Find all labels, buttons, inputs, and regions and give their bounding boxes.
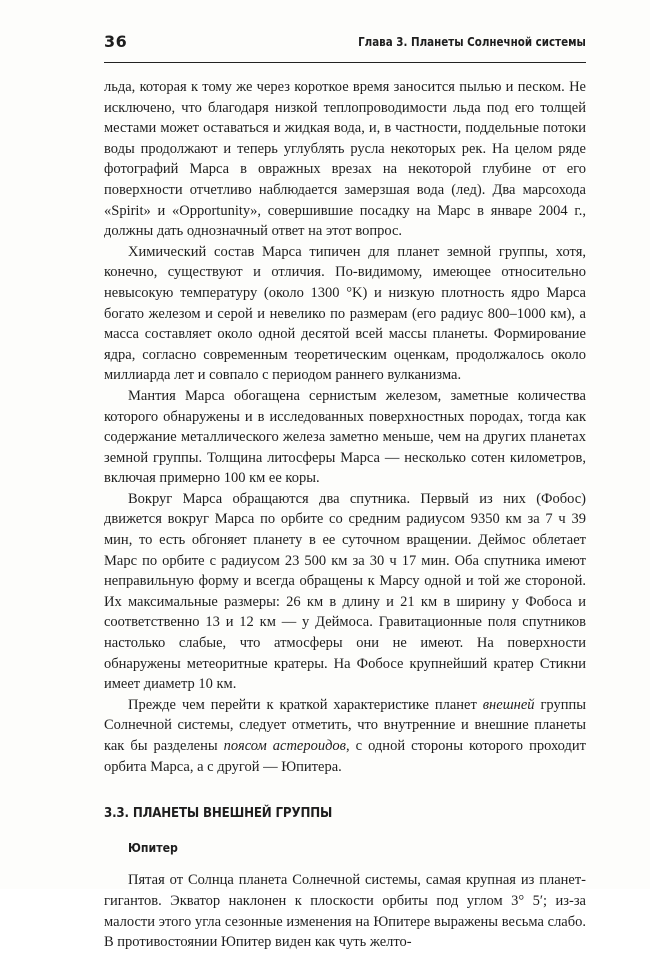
text-run: Прежде чем перейти к краткой характеристике планет: [128, 696, 483, 713]
text-run: группы Солнечной системы, следует отметить, что внутренние и внешние планеты как бы разделены: [104, 696, 586, 754]
section-heading: 3.3. ПЛАНЕТЫ ВНЕШНЕЙ ГРУППЫ: [104, 805, 333, 822]
paragraph-satellites: Вокруг Марса обращаются два спутника. Первый из них (Фобос) движется вокруг Марса по орбите со средним радиусом 9350 км за 7 ч 39 мин, то есть обгоняет планету в ее суточном вращении. Деймос облетает Марс по орбите с радиусом 23 500 км за 30 ч 17 мин. Оба спутника имеют неправильную форму и всегда обращены к Марсу одной и той же стороной. Их максимальные размеры: 26 км в длину и 21 км в ширину у Фобоса и соответственно 13 и 12 км — у Деймоса. Гравитационные поля спутников настолько слабые, что атмосферы они не имеют. На поверхности обнаружены метеоритные кратеры. На Фобосе крупнейший кратер Стикни имеет диаметр 10 км.: [104, 490, 586, 693]
page-number: 36: [104, 32, 128, 51]
paragraph-transition: [104, 695, 586, 777]
italic-term-asteroid-belt: поясом астероидов: [223, 738, 346, 754]
running-title: Глава 3. Планеты Солнечной системы: [358, 35, 586, 49]
paragraph-mantle: Мантия Марса обогащена сернистым железом, заметные количества которого обнаружены и в исследованных поверхностных породах, тогда как содержание металлического железа заметно меньше, чем на других планетах земной группы. Толщина литосферы Марса — несколько сотен километров, включая примерно 100 км ее коры.: [104, 387, 586, 487]
italic-term-outer: внешней: [482, 696, 535, 713]
page-body: [104, 77, 586, 953]
paragraph-continued: льда, которая к тому же через короткое время заносится пылью и песком. Не исключено, что благодаря низкой теплопроводимости льда под его толщей местами может оставаться и жидкая вода, и, в частности, поддельные потоки воды продолжают и теперь углублять русла некоторых рек. На целом ряде фотографий Марса в овражных врезах на некоторой глубине от его поверхности отчетливо наблюдается замерзшая вода (лед). Два марсохода «Spirit» и «Opportunity», совершившие посадку на Марс в январе 2004 г., должны дать однозначный ответ на этот вопрос.: [104, 79, 586, 240]
subsection-heading: Юпитер: [128, 839, 178, 855]
page-header: [104, 28, 586, 58]
paragraph-jupiter: Пятая от Солнца планета Солнечной системы, самая крупная из планет-гигантов. Экватор наклонен к плоскости орбиты под углом 3° 5′; из-за малости этого угла сезонные изменения на Юпитере выражены весьма слабо. В противостоянии Юпитер виден как чуть желто-: [104, 872, 586, 951]
header-rule: [104, 62, 586, 63]
paragraph-chemistry: Химический состав Марса типичен для планет земной группы, хотя, конечно, существуют и отличия. По-видимому, имеющее относительно невысокую температуру (около 1300 °K) и низкую плотность ядро Марса богато железом и серой и невелико по размерам (его радиус 800–1000 км), а масса составляет около одной десятой всей массы планеты. Формирование ядра, согласно современным теоретическим оценкам, продолжалось около миллиарда лет и совпало с периодом раннего вулканизма.: [104, 243, 586, 384]
text-run: , с одной стороны которого проходит орбита Марса, а с другой — Юпитера.: [104, 738, 586, 775]
